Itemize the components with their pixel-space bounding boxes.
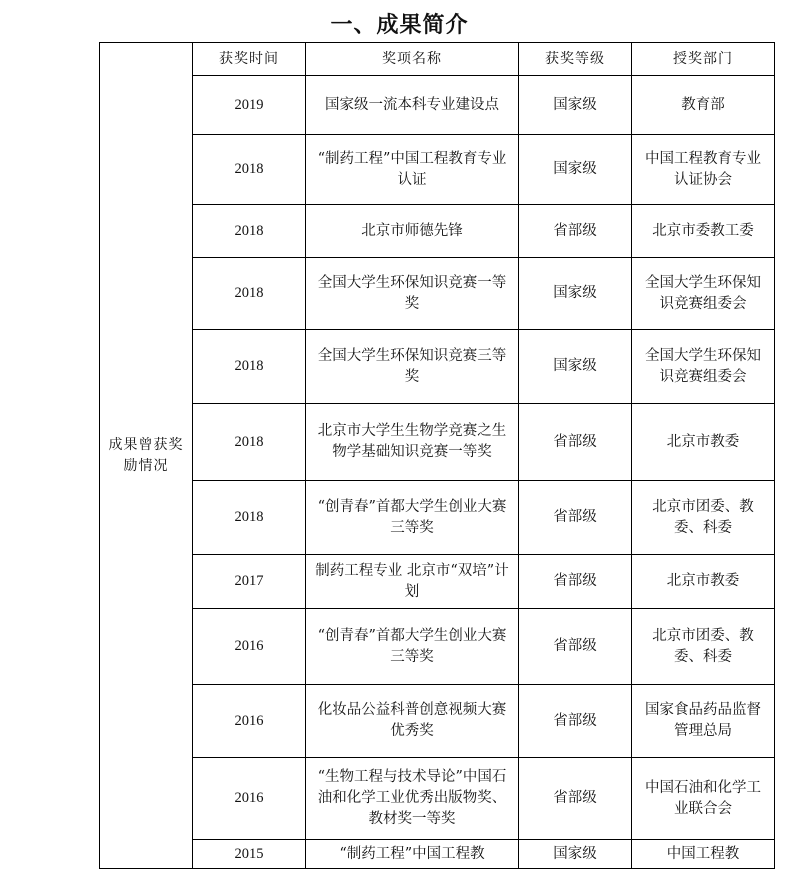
table-row: [100, 404, 775, 481]
table-row: [100, 685, 775, 758]
table-row: [100, 840, 775, 869]
award-department-cell: 教育部: [632, 76, 775, 135]
award-year-cell: 2015: [193, 840, 306, 869]
award-year-cell: 2016: [193, 758, 306, 840]
award-level-cell: 省部级: [519, 205, 632, 258]
award-level-cell: 国家级: [519, 840, 632, 869]
award-name-cell: 国家级一流本科专业建设点: [306, 76, 519, 135]
award-name-cell: 全国大学生环保知识竞赛一等奖: [306, 258, 519, 330]
award-name-cell: “制药工程”中国工程教育专业认证: [306, 135, 519, 205]
award-name-cell: 化妆品公益科普创意视频大赛 优秀奖: [306, 685, 519, 758]
table-header-row: [100, 43, 775, 76]
award-level-cell: 省部级: [519, 609, 632, 685]
table-row: [100, 758, 775, 840]
award-name-cell: “创青春”首都大学生创业大赛 三等奖: [306, 481, 519, 555]
row-label: 成果曾获奖励情况: [108, 436, 184, 474]
award-year-cell: 2016: [193, 685, 306, 758]
award-name-cell: 北京市大学生生物学竞赛之生物学基础知识竞赛一等奖: [306, 404, 519, 481]
table-row: [100, 135, 775, 205]
header-award-name: 奖项名称: [306, 43, 519, 76]
award-department-cell: 中国工程教: [632, 840, 775, 869]
award-level-cell: 省部级: [519, 758, 632, 840]
award-department-cell: 北京市团委、教委、科委: [632, 609, 775, 685]
award-level-cell: 国家级: [519, 135, 632, 205]
award-name-cell: 制药工程专业 北京市“双培”计划: [306, 555, 519, 609]
award-year-cell: 2018: [193, 258, 306, 330]
table-row: [100, 258, 775, 330]
award-department-cell: 北京市教委: [632, 404, 775, 481]
header-award-level: 获奖等级: [519, 43, 632, 76]
award-year-cell: 2018: [193, 330, 306, 404]
award-name-cell: “制药工程”中国工程教: [306, 840, 519, 869]
award-level-cell: 省部级: [519, 481, 632, 555]
award-name-cell: “创青春”首都大学生创业大赛 三等奖: [306, 609, 519, 685]
award-year-cell: 2019: [193, 76, 306, 135]
row-label-cell: [100, 43, 193, 869]
table-row: [100, 609, 775, 685]
award-year-cell: 2017: [193, 555, 306, 609]
award-level-cell: 省部级: [519, 685, 632, 758]
table-row: [100, 555, 775, 609]
award-department-cell: 北京市团委、教委、科委: [632, 481, 775, 555]
page-title: 一、成果简介: [330, 13, 469, 38]
award-department-cell: 中国石油和化学工业联合会: [632, 758, 775, 840]
table-row: [100, 330, 775, 404]
award-year-cell: 2018: [193, 481, 306, 555]
award-level-cell: 省部级: [519, 555, 632, 609]
award-department-cell: 中国工程教育专业认证协会: [632, 135, 775, 205]
table-row: [100, 481, 775, 555]
table-row: [100, 205, 775, 258]
table-row: [100, 76, 775, 135]
header-award-department: 授奖部门: [632, 43, 775, 76]
award-department-cell: 全国大学生环保知识竞赛组委会: [632, 258, 775, 330]
award-name-cell: 北京市师德先锋: [306, 205, 519, 258]
header-award-time: 获奖时间: [193, 43, 306, 76]
awards-table: [99, 42, 775, 869]
award-department-cell: 北京市教委: [632, 555, 775, 609]
award-year-cell: 2018: [193, 135, 306, 205]
award-level-cell: 国家级: [519, 76, 632, 135]
award-name-cell: 全国大学生环保知识竞赛三等奖: [306, 330, 519, 404]
award-department-cell: 北京市委教工委: [632, 205, 775, 258]
award-level-cell: 国家级: [519, 330, 632, 404]
award-level-cell: 国家级: [519, 258, 632, 330]
award-year-cell: 2018: [193, 205, 306, 258]
award-year-cell: 2018: [193, 404, 306, 481]
award-year-cell: 2016: [193, 609, 306, 685]
award-department-cell: 国家食品药品监督管理总局: [632, 685, 775, 758]
award-name-cell: “生物工程与技术导论”中国石油和化学工业优秀出版物奖、教材奖一等奖: [306, 758, 519, 840]
award-department-cell: 全国大学生环保知识竞赛组委会: [632, 330, 775, 404]
award-level-cell: 省部级: [519, 404, 632, 481]
